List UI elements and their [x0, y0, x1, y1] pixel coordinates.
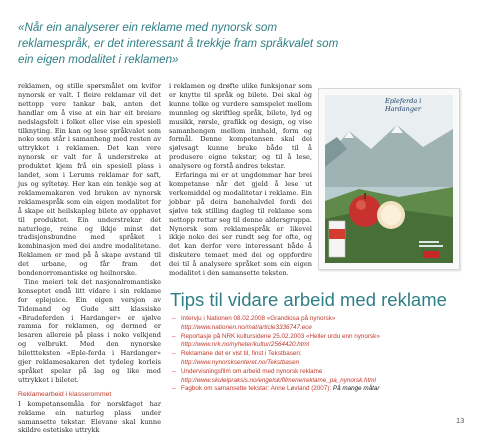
tip-label: Reportasje på NRK kultursidene 25.02.2003 «Heller urdu enn nynorsk»	[181, 332, 380, 340]
tip-link[interactable]: http://www.nationen.no/mat/article3336747.ece	[181, 323, 312, 331]
list-item	[172, 350, 462, 368]
paragraph: Tine meieri tek det nasjonalromantiske konseptet endå litt vidare i sin reklame for eplejuice. Ein eigen versjon av Tidemand og Gude sitt klassiske «Brudeferden i Hardanger» er sjølve ramma for reklamen, og dermed er lesaren allereie på plass i noko velkjend og velbrukt. Med den nynorske bilettteksten «Eple-ferda i Hardanger» gjer reklamesakaren det tydeleg korleis språket spelar på lag og like med uttrykket i biletet.	[18, 277, 161, 384]
body-column-left	[18, 82, 161, 435]
page-number: 13	[456, 416, 465, 425]
book-title: På mange måtar	[332, 385, 380, 393]
tip-label: Reklamane det er vist til, finst i Tekstbasen:	[181, 350, 302, 358]
paragraph: i reklamen og drøfte ulike funksjonar som er knytte til språk og bilete. Dei skal òg kunne tolke og vurdere samspelet mellom munnleg og skriftleg språk, bilete, lyd og musikk, rørsle, grafikk og design, og vise samanhengen mellom innhald, form og formål. Denne kompetansen skal dei sjølvsagt kunne bruke både til å produsere eigne tekstar, og til å lese, analysere og forstå andres tekstar.	[169, 82, 312, 171]
poster-title: Epleferda i Hardanger	[385, 97, 422, 113]
list-item	[172, 385, 462, 394]
tip-label: Undervisningsfilm om arbeid med nynorsk reklame	[181, 367, 323, 375]
body-column-middle	[169, 82, 312, 278]
tips-heading: Tips til vidare arbeid med reklame	[170, 289, 447, 310]
poster-illustration	[319, 89, 459, 269]
pull-quote: «Når ein analyserer ein reklame med nynorsk som reklamespråk, er det interessant å trekkje fram språkvalet som ein eigen modalitet i reklamen»	[18, 21, 339, 66]
paragraph: Erfaringa mi er at ungdommar har brei kompetanse når det gjeld å lese ut verkemiddel og modalitetar i reklame. Ein jobbar på deira banehalvdel fordi dei sjølve tek stilling dagleg til reklame som nettopp rettar seg til denne aldersgruppa. Nynorsk som reklamespråk er likevel ikkje noko dei ser rundt seg for ofte, og det kan derfor vere interessant både å diskutere temaet med dei og oppfordre dei til å analysere språket som ein eigen modalitet i den samansette teksten.	[169, 171, 312, 278]
paragraph: I kompetansemåla for norskfaget har reklame ein naturleg plass under samansette tekstar. Elevane skal kunne skildre estetiske uttrykk	[18, 399, 161, 435]
paragraph: reklamen, og stille spørsmålet om kvifor nynorsk er valt. I fleire reklamar vil det nettopp vere tankar bak, anten det handlar om å vise at ein har eit breiare nedslagsfelt i folket eller vise ein spesiell tilknyting. Ein kan og lese språkvalet som noko som står i samanheng med resten av uttrykket i reklamen. Det kan vere nynorsk er valt for å understreke at produktet kjem frå ein spesiell plass i landet, som i Lerums reklamar for saft, jus og syltetøy. Her kan ein tenkje seg at reklamemakaren ved bruken av nynorsk reklamespråk som ein eigen modalitet for å skape eit heilskapleg bilete av opphavet til produktet. Ein understrekar det naturlege, reine og ikkje minst det tradisjonsbundne med språket i kombinasjon med dei andre modalitetane. Reklamen er med på å skape avstand til det urbane, og får fram det bondenorromantiske og heilnorske.	[18, 82, 161, 278]
section-subheading: Reklamearbeid i klasserommet	[18, 390, 112, 398]
tip-link[interactable]: http://www.nrk.no/nyheter/kultur/2564420.html	[181, 341, 310, 349]
tips-list	[172, 315, 462, 394]
advertisement-image	[318, 88, 460, 270]
list-item	[172, 368, 462, 386]
tip-label: Fagbok om samansette tekstar: Anne Løvland (2007):	[181, 385, 333, 393]
list-item	[172, 333, 462, 351]
tip-label: Intervju i Nationen 08.02.2008 «Grandiosa på nynorsk»	[181, 315, 336, 322]
tip-link[interactable]: http://www.skuleipraksis.no/engelsk/filmene/reklame_pa_nynorsk.html	[181, 376, 376, 384]
list-item	[172, 315, 462, 333]
tip-link[interactable]: http://www.nynorsksenteret.no/Tekstbasen	[181, 358, 300, 366]
